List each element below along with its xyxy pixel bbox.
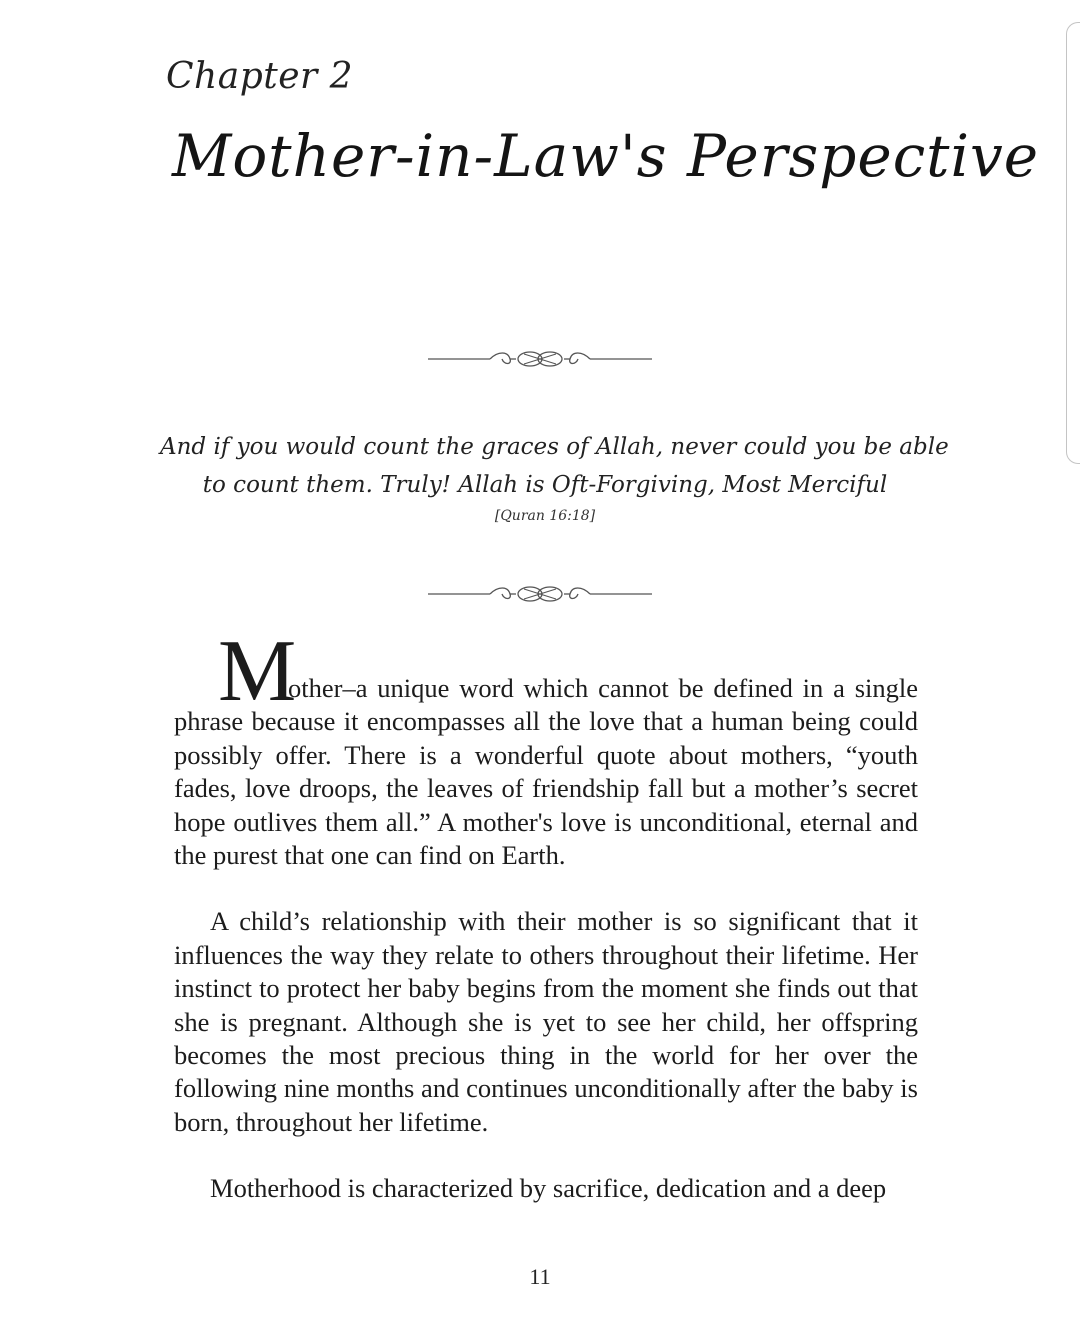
epigraph-line-2: to count them. Truly! Allah is Oft-Forgiving, Most Merciful (202, 472, 888, 498)
ornament-divider-top (428, 347, 652, 371)
scroll-indicator[interactable] (1066, 22, 1080, 464)
epigraph-citation: [Quran 16:18] (494, 508, 596, 524)
paragraph-1 (174, 623, 918, 872)
epigraph (160, 428, 949, 526)
chapter-title: Mother-in-Law's Perspective (172, 122, 1040, 190)
ornament-divider-bottom (428, 582, 652, 606)
chapter-label: Chapter 2 (166, 56, 354, 97)
paragraph-2: A child’s relationship with their mother is so significant that it influences the way they relate to others throughout their lifetime. Her instinct to protect her baby begins from the moment she finds out that she is pregnant. Although she is yet to see her child, her offspring becomes the most precious thing in the world for her over the following nine months and continues unconditionally after the baby is born, throughout her lifetime. (174, 906, 918, 1137)
drop-cap: M (218, 623, 297, 720)
body-text (174, 623, 918, 1239)
epigraph-line-1: And if you would count the graces of Allah, never could you be able (160, 434, 949, 460)
paragraph-1-text: other–a unique word which cannot be defined in a single phrase because it encompasses all the love that a human being could possibly offer. There is a wonderful quote about mothers, “youth fades, love droops, the leaves of friendship fall but a mother’s secret hope outlives them all.” A mother's love is unconditional, eternal and the purest that one can find on Earth. (174, 673, 918, 871)
page-number: 11 (529, 1264, 551, 1289)
paragraph-3: Motherhood is characterized by sacrifice, dedication and a deep (210, 1173, 887, 1204)
